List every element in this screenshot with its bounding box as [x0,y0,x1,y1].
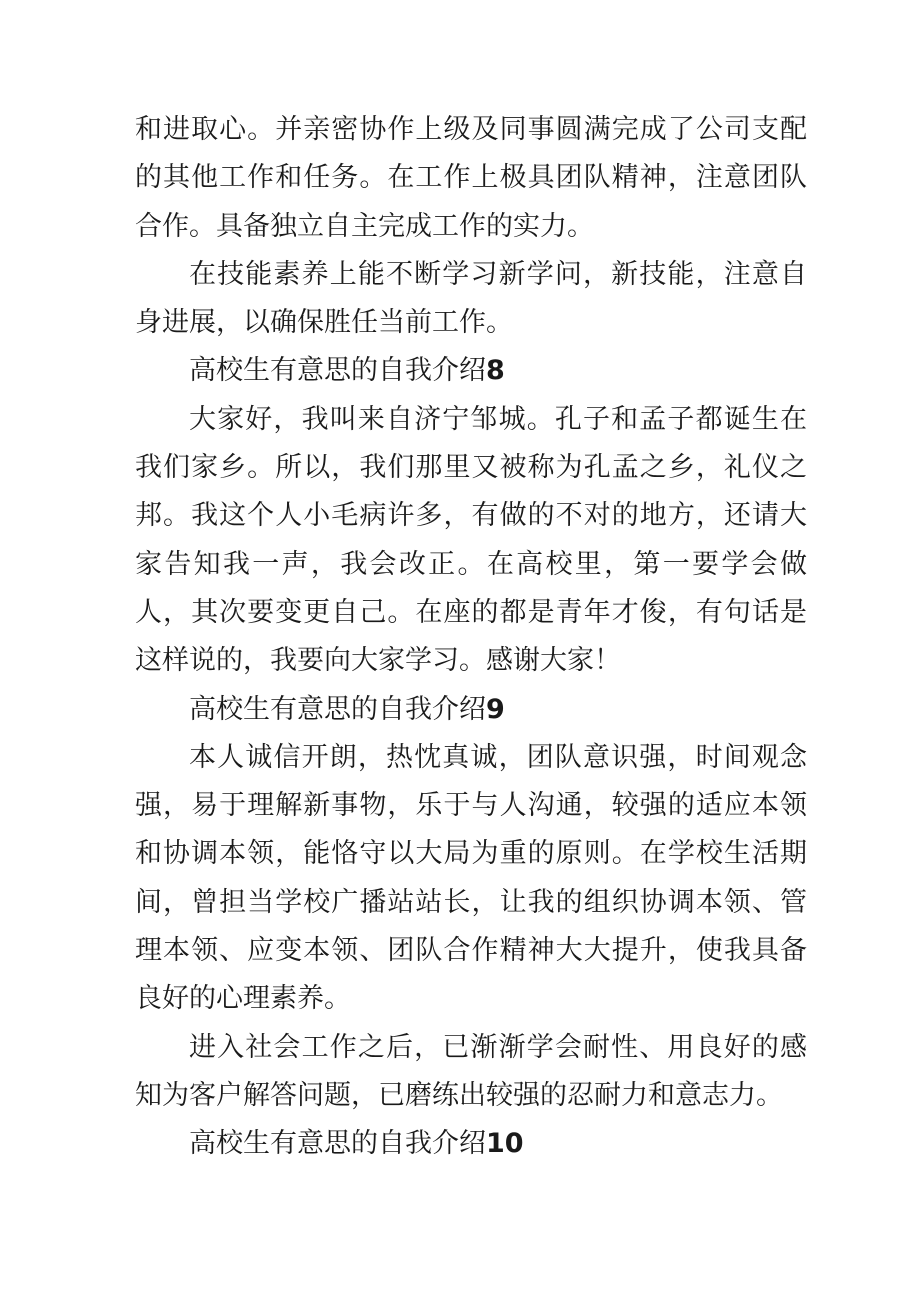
heading-text: 高校生有意思的自我介绍 [189,1128,486,1160]
paragraph-work: 进入社会工作之后，已渐渐学会耐性、用良好的感知为客户解答问题，已磨练出较强的忍耐力和意志力。 [135,1031,807,1111]
heading-text: 高校生有意思的自我介绍 [189,693,486,725]
heading-number: 10 [486,1128,524,1160]
heading-number: 8 [486,355,505,387]
document-body [135,106,807,1169]
paragraph-continuation: 和进取心。并亲密协作上级及同事圆满完成了公司支配的其他工作和任务。在工作上极具团队精神，注意团队合作。具备独立自主完成工作的实力。 [135,114,807,242]
section-heading-10 [135,1120,807,1168]
heading-text: 高校生有意思的自我介绍 [189,355,486,387]
paragraph-intro-9: 本人诚信开朗，热忱真诚，团队意识强，时间观念强，易于理解新事物，乐于与人沟通，较强的适应本领和协调本领，能恪守以大局为重的原则。在学校生活期间，曾担当学校广播站站长，让我的组织协调本领、管理本领、应变本领、团队合作精神大大提升，使我具备良好的心理素养。 [135,741,807,1015]
section-heading-9 [135,686,807,734]
heading-number: 9 [486,693,505,725]
paragraph-skills: 在技能素养上能不断学习新学问，新技能，注意自身进展，以确保胜任当前工作。 [135,258,807,339]
paragraph-intro-8: 大家好，我叫来自济宁邹城。孔子和孟子都诞生在我们家乡。所以，我们那里又被称为孔孟之乡，礼仪之邦。我这个人小毛病许多，有做的不对的地方，还请大家告知我一声，我会改正。在高校里，第一要学会做人，其次要变更自己。在座的都是青年才俊，有句话是这样说的，我要向大家学习。感谢大家！ [135,403,807,677]
section-heading-8 [135,347,807,395]
